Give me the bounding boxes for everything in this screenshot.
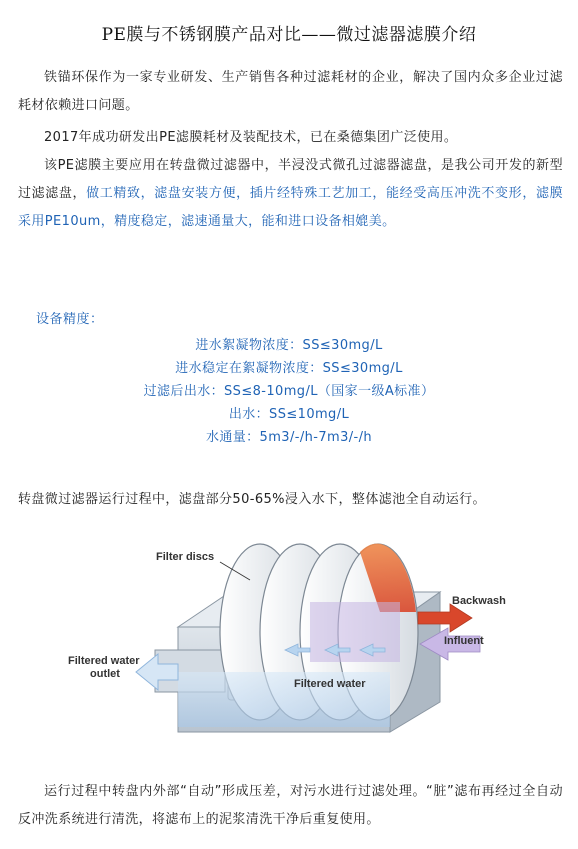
label-influent: Influent [444,635,484,647]
label-filtered-water-outlet-line2: outlet [90,668,120,680]
label-filtered-water: Filtered water [294,678,366,690]
page-title: PE膜与不锈钢膜产品对比——微过滤器滤膜介绍 [101,25,477,45]
spec-line-outflow: 出水：SS≤10mg/L [228,407,350,422]
operation-paragraph: 转盘微过滤器运行过程中，滤盘部分50-65%浸入水下，整体滤池全自动运行。 [18,492,486,507]
intro-paragraph-1: 铁锚环保作为一家专业研发、生产销售各种过滤耗材的企业，解决了国内众多企业过滤耗材依赖进口问题。 [18,70,563,113]
intro-paragraph-3 [18,152,563,236]
spec-line-inflow: 进水絮凝物浓度：SS≤30mg/L [195,338,383,353]
label-backwash: Backwash [452,595,506,607]
spec-line-inflow-stable: 进水稳定在絮凝物浓度：SS≤30mg/L [175,361,403,376]
specs-label: 设备精度： [36,312,104,327]
spec-line-filtered-outflow: 过滤后出水：SS≤8-10mg/L（国家一级A标准） [143,384,435,399]
disc-filter-diagram [60,532,530,752]
closing-paragraph: 运行过程中转盘内外部“自动”形成压差，对污水进行过滤处理。“脏”滤布再经过全自动反冲洗系统进行清洗，将滤布上的泥浆清洗干净后重复使用。 [18,784,563,827]
label-filter-discs: Filter discs [156,551,215,563]
disc-filter-illustration [60,532,530,752]
intro-paragraph-3-text: 该PE滤膜主要应用在转盘微过滤器中，半浸没式微孔过滤器滤盘，是我公司开发的新型过滤滤盘， [18,158,563,201]
label-filtered-water-outlet-line1: Filtered water [68,655,140,667]
intro-paragraph-3-highlight: 做工精致，滤盘安装方便，插片经特殊工艺加工，能经受高压冲洗不变形，滤膜采用PE10um，精度稳定，滤速通量大，能和进口设备相媲美。 [18,186,563,229]
spec-line-flux: 水通量：5m3/-/h-7m3/-/h [205,430,373,445]
intro-paragraph-2: 2017年成功研发出PE滤膜耗材及装配技术，已在桑德集团广泛使用。 [44,130,458,145]
